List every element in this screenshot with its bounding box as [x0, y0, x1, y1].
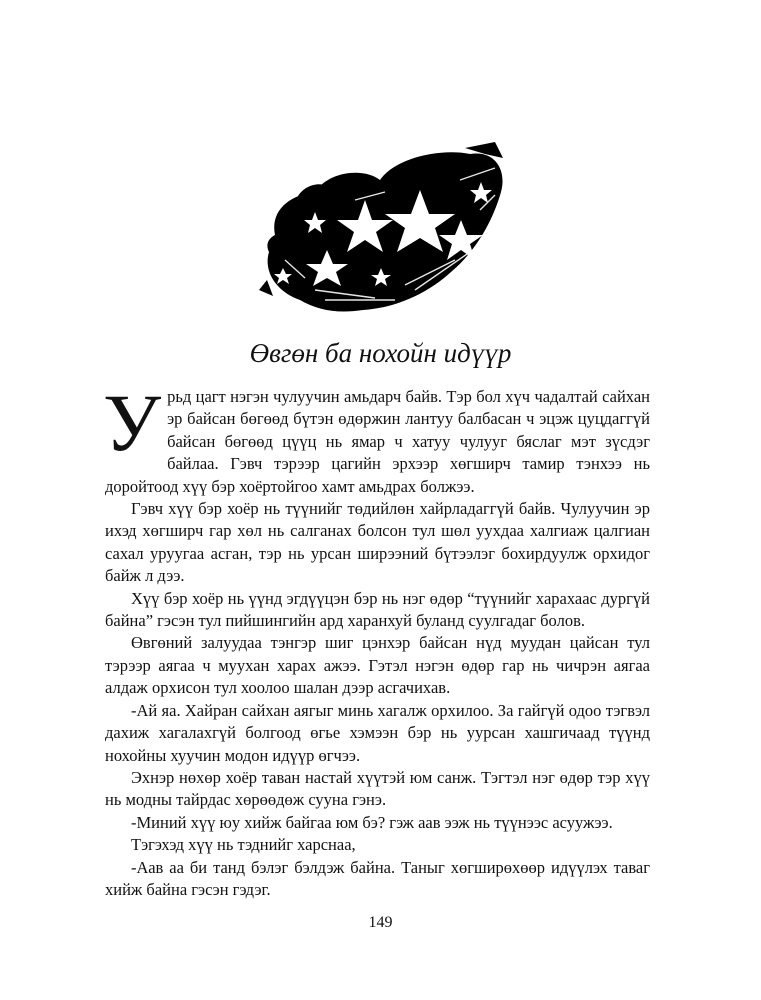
stars-woodcut-icon: [255, 140, 510, 320]
story-title: Өвгөн ба нохойн идүүр: [249, 338, 512, 368]
paragraph: Хүү бэр хоёр нь үүнд эгдүүцэн бэр нь нэг өдөр “түүнийг харахаас дургүй байна” гэсэн тул пийшингийн ард харанхуй буланд суулгадаг болов.: [105, 588, 650, 631]
paragraph: Эхнэр нөхөр хоёр таван настай хүүтэй юм санж. Тэгтэл нэг өдөр тэр хүү нь модны тайрдас хөрөөдөж сууна гэнэ.: [105, 767, 650, 810]
page-number: 149: [368, 914, 393, 931]
paragraph: Өвгөний залуудаа тэнгэр шиг цэнхэр байсан нүд муудан цайсан тул тэрээр аягаа ч муухан харах ажээ. Гэтэл нэгэн өдөр гар нь чичрэн аягаа алдаж орхисон тул хоолоо шалан дээр асгачихав.: [105, 633, 650, 698]
drop-cap: У: [103, 377, 162, 468]
story-body: [103, 377, 650, 901]
paragraph: Тэгэхэд хүү нь тэднийг харснаа,: [131, 835, 356, 855]
paragraph: -Миний хүү юу хийж байгаа юм бэ? гэж аав ээж нь түүнээс асуужээ.: [131, 812, 613, 832]
paragraph: Гэвч хүү бэр хоёр нь түүнийг төдийлөн хайрладаггүй байв. Чулуучин эр ихэд хөгширч гар хөл нь салганах болсон тул шөл уухдаа халгиаж цалгиан сахал уруугаа асган, тэр нь урсан ширээний бүтээлэг бохирдуулж орхидог байж л дээ.: [105, 499, 650, 586]
paragraph: -Аав аа би танд бэлэг бэлдэж байна. Таныг хөгширөхөөр идүүлэх таваг хийж байна гэсэн гэдэг.: [105, 857, 650, 899]
paragraph: -Ай яа. Хайран сайхан аягыг минь хагалж орхилоо. За гайгүй одоо тэгвэл дахиж хагалахгүй болгоод өгье хэмээн бэр нь уурсан хашгичаад түүнд нохойны хуучин модон идүүр өгчээ.: [105, 700, 650, 765]
first-paragraph: [103, 377, 650, 498]
first-paragraph-text: рьд цагт нэгэн чулуучин амьдарч байв. Тэр бол хүч чадалтай сайхан эр байсан бөгөөд бүтэн өдөржин лантуу балбасан ч эцэж цуцдаггүй байсан бөгөөд цүүц нь ямар ч хатуу чулууг бяслаг мэт зүсдэг байлаа. Гэвч тэрээр цагийн эрхээр хөгширч тамир тэнхээ нь доройтоод хүү бэр хоёртойгоо хамт амьдрах болжээ.: [105, 387, 650, 496]
